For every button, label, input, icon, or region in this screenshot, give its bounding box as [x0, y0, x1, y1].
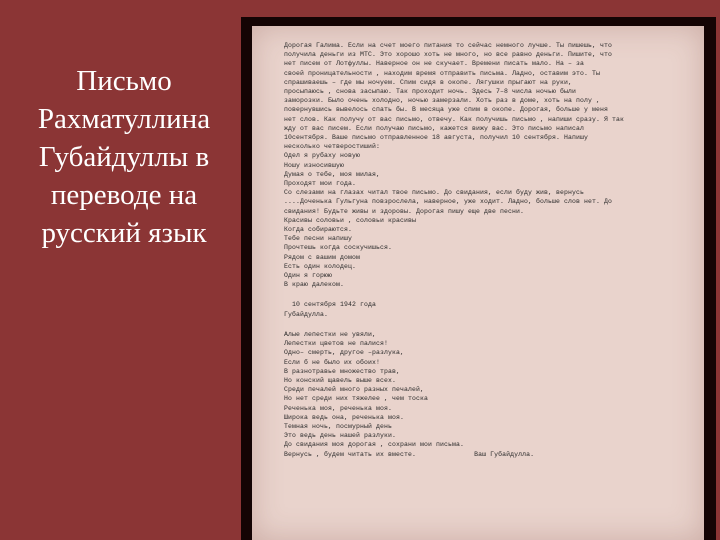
slide-title-line: Губайдуллы в — [38, 141, 210, 173]
letter-line: Думая о тебе, моя милая, — [284, 170, 381, 178]
letter-date: 10 сентября 1942 года — [292, 301, 377, 309]
letter-signature: Губайдулла. — [284, 310, 329, 318]
letter-line: Если б не было их обоих! — [284, 358, 381, 366]
letter-text — [284, 41, 692, 459]
letter-line: повернувшись вывелось спать бы. В месяца уже спим в окопе. Дорогая, больше у меня — [284, 106, 609, 114]
letter-line: несколько четверостиший: — [284, 143, 381, 151]
letter-line: просыпаюсь , снова засыпаю. Так проходит ночь. Здесь 7–8 числа ночью были — [284, 88, 577, 96]
letter-line: Широка ведь она, реченька моя. — [284, 413, 405, 421]
letter-line: Когда собираются. — [284, 226, 353, 234]
letter-line: ....Доченька Гульгуна повзрослела, наверное, уже ходит. Ладно, больше слов нет. До — [284, 198, 613, 206]
letter-line: Одел я рубаху новую — [284, 152, 361, 160]
letter-line: Красивы соловьи , соловьи красивы — [284, 216, 417, 224]
letter-block-3 — [284, 330, 692, 450]
letter-line: спрашиваешь – где мы ночуем. Спим сидя в окопе. Лягушки прыгают на руки, — [284, 78, 573, 86]
slide-title-line: переводе на — [50, 179, 198, 211]
letter-line: Проходят мои года. — [284, 180, 357, 188]
letter-line: 10сентября. Ваше письмо отправленное 18 августа, получил 10 сентября. Напишу — [284, 134, 589, 142]
letter-line: Лепестки цветов не палися! — [284, 340, 389, 348]
letter-closing: Вернусь , будем читать их вместе. — [284, 450, 417, 458]
letter-line: Есть один колодец. — [284, 262, 357, 270]
letter-line: Но конский щавель выше всех. — [284, 376, 397, 384]
letter-line: В краю далеком. — [284, 281, 345, 289]
letter-line: Прочтешь когда соскучишься. — [284, 244, 393, 252]
slide-title-line: Рахматуллина — [37, 103, 211, 135]
letter-line: получила деньги из МТС. Это хорошо хоть не много, но все равно деньги. Пишите, что — [284, 51, 613, 59]
letter-line: Дорогая Галима. Если на счет моего питания то сейчас немного лучше. Ты пишешь, что — [284, 42, 613, 49]
letter-closing-line — [284, 450, 692, 459]
letter-line: Рядом с вашим домом — [284, 253, 361, 261]
letter-block-2 — [284, 151, 692, 289]
letter-line: Это ведь день нашей разлуки. — [284, 432, 397, 440]
letter-line: Алые лепестки не увяли, — [284, 330, 377, 338]
letter-line: нет писем от Лотфуллы. Наверное он не скучает. Времени писать мало. На – за — [284, 60, 585, 68]
letter-line: Один я горюю — [284, 272, 333, 280]
slide-title-line: Письмо — [76, 65, 172, 97]
letter-line: своей проницательности , находим время отправить письма. Ладно, оставим это. Ты — [284, 69, 601, 77]
letter-line: Реченька моя, реченька моя. — [284, 404, 393, 412]
letter-line: Со слезами на глазах читал твое письмо. До свидания, если буду жив, вернусь — [284, 189, 585, 197]
slide-title-line: русский язык — [41, 217, 207, 249]
letter-line: Но нет среди них тяжелее , чем тоска — [284, 395, 429, 403]
letter-line: заморозки. Было очень холодно, ночью замерзали. Хоть раз в доме, хоть на полу , — [284, 97, 601, 105]
letter-block-1 — [284, 41, 692, 151]
letter-line: В разнотравье множество трав, — [284, 367, 401, 375]
letter-line: нет слов. Как получу от вас письмо, отвечу. Как получишь письмо , напиши сразу. Я так — [284, 115, 625, 123]
letter-closing-signature: Ваш Губайдулла. — [474, 450, 535, 458]
letter-line: жду от вас писем. Если получаю письмо, кажется вижу вас. Это письмо написал — [284, 124, 585, 132]
letter-line: Одно– смерть, другое –разлука, — [284, 349, 405, 357]
letter-image — [252, 26, 704, 540]
letter-line: Тебе песни напишу — [284, 235, 353, 243]
letter-line: свидания! Будьте живы и здоровы. Дорогая пишу еще две песни. — [284, 207, 525, 215]
letter-line: До свидания моя дорогая , сохрани мои письма. — [284, 441, 465, 449]
slide-title — [18, 62, 230, 252]
letter-line: Темная ночь, посмурный день — [284, 422, 393, 430]
letter-line: Среди печалей много разных печалей, — [284, 386, 425, 394]
letter-line: Ношу износившую — [284, 161, 345, 169]
